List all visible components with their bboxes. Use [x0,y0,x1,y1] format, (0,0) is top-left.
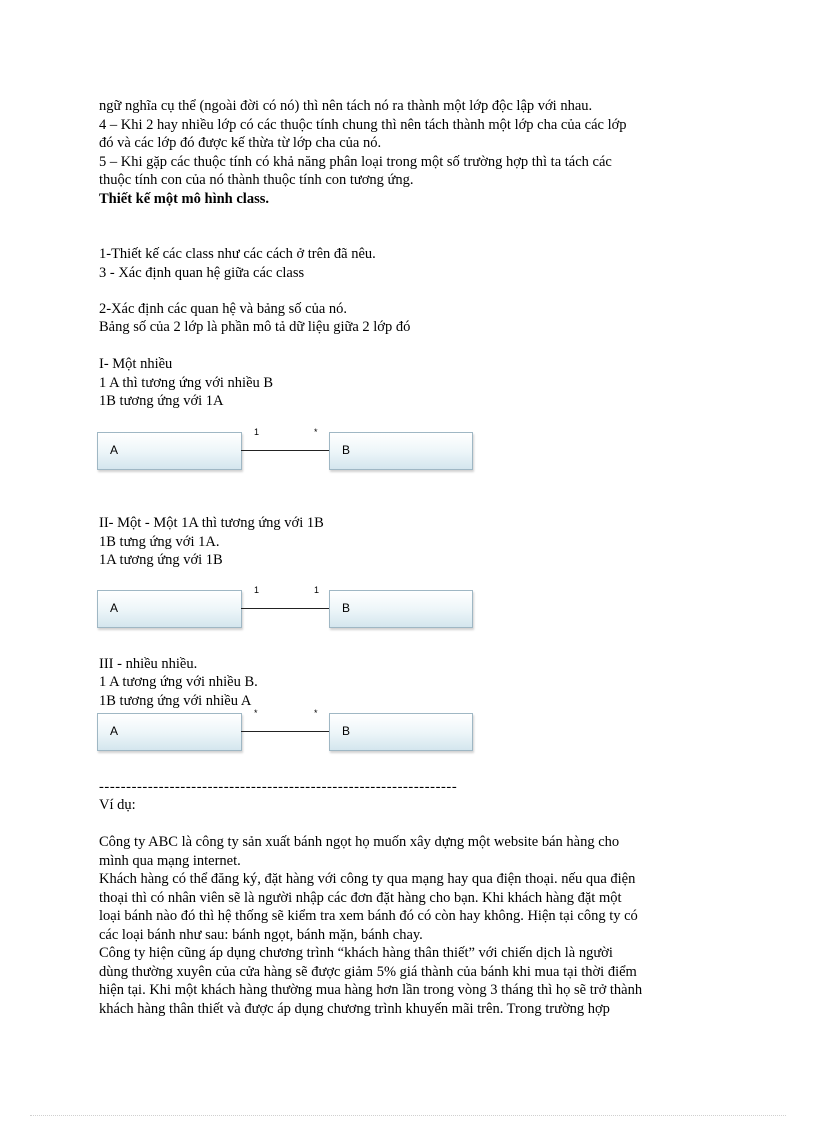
text-line: 1 A thì tương ứng với nhiều B [99,375,274,391]
text-line: thoại thì có nhân viên sẽ là người nhập các đơn đặt hàng cho bạn. Khi khách hàng đặt một [99,890,622,906]
text-line: Khách hàng có thể đăng ký, đặt hàng với công ty qua mạng hay qua điện thoại. nếu qua điện [99,871,636,887]
uml-diagram-one-to-many [97,427,475,474]
class-label: B [342,443,351,457]
text-line: 5 – Khi gặp các thuộc tính có khả năng phân loại trong một số trường hợp thì ta tách các [99,154,612,170]
text-line: khách hàng thân thiết và được áp dụng chương trình khuyến mãi trên. Trong trường hợp [99,1001,610,1017]
multiplicity-right: 1 [314,585,320,595]
text-line: 4 – Khi 2 hay nhiều lớp có các thuộc tính chung thì nên tách thành một lớp cha của các lớp [99,117,627,133]
text-line: 2-Xác định các quan hệ và bảng số của nó. [99,301,348,317]
text-line: 1 A tương ứng với nhiều B. [99,674,258,690]
text-line: 1A tương ứng với 1B [99,552,223,568]
class-box-b [329,590,473,628]
association-line [241,731,329,732]
text-line: đó và các lớp đó được kế thừa từ lớp cha của nó. [99,135,382,151]
association-line [241,450,329,451]
multiplicity-right: * [314,708,318,718]
multiplicity-left: 1 [254,427,260,437]
class-box-b [329,432,473,470]
text-line: dùng thường xuyên của cửa hàng sẽ được giảm 5% giá thành của bánh khi mua tại thời điểm [99,964,637,980]
uml-diagram-many-to-many [97,708,475,755]
uml-diagram-one-to-one [97,585,475,632]
text-line: loại bánh nào đó thì hệ thống sẽ kiểm tra xem bánh đó có còn hay không. Hiện tại công ty có [99,908,638,924]
text-line: I- Một nhiều [99,356,173,372]
class-box-b [329,713,473,751]
multiplicity-left: 1 [254,585,260,595]
text-line: 3 - Xác định quan hệ giữa các class [99,265,305,281]
text-line: 1B tương ứng với nhiều A [99,693,252,709]
text-line: các loại bánh như sau: bánh ngọt, bánh mặn, bánh chay. [99,927,423,943]
text-line: Ví dụ: [99,797,136,813]
section-heading: Thiết kế một mô hình class. [99,191,269,207]
multiplicity-right: * [314,427,318,437]
multiplicity-left: * [254,708,258,718]
class-label: A [110,443,119,457]
class-label: A [110,601,119,615]
class-box-a [97,713,242,751]
class-label: B [342,601,351,615]
text-line: Công ty ABC là công ty sản xuất bánh ngọt họ muốn xây dựng một website bán hàng cho [99,834,620,850]
text-line: hiện tại. Khi một khách hàng thường mua hàng hơn lần trong vòng 3 tháng thì họ sẽ trở thành [99,982,643,998]
class-box-a [97,590,242,628]
text-line: 1-Thiết kế các class như các cách ở trên đã nêu. [99,246,376,262]
text-line: Công ty hiện cũng áp dụng chương trình “khách hàng thân thiết” với chiến dịch là người [99,945,613,961]
association-line [241,608,329,609]
text-line: 1B tưng ứng với 1A. [99,534,220,550]
separator-line: ------------------------------------------------------------------ [99,779,458,795]
class-box-a [97,432,242,470]
text-line: mình qua mạng internet. [99,853,241,869]
text-line: thuộc tính con của nó thành thuộc tính con tương ứng. [99,172,414,188]
text-line: 1B tương ứng với 1A [99,393,224,409]
class-label: A [110,724,119,738]
text-line: Bảng số của 2 lớp là phần mô tả dữ liệu giữa 2 lớp đó [99,319,411,335]
page-bottom-border [30,1115,786,1116]
text-line: II- Một - Một 1A thì tương ứng với 1B [99,515,324,531]
text-line: ngữ nghĩa cụ thể (ngoài đời có nó) thì nên tách nó ra thành một lớp độc lập với nhau. [99,98,593,114]
class-label: B [342,724,351,738]
text-line: III - nhiều nhiều. [99,656,198,672]
